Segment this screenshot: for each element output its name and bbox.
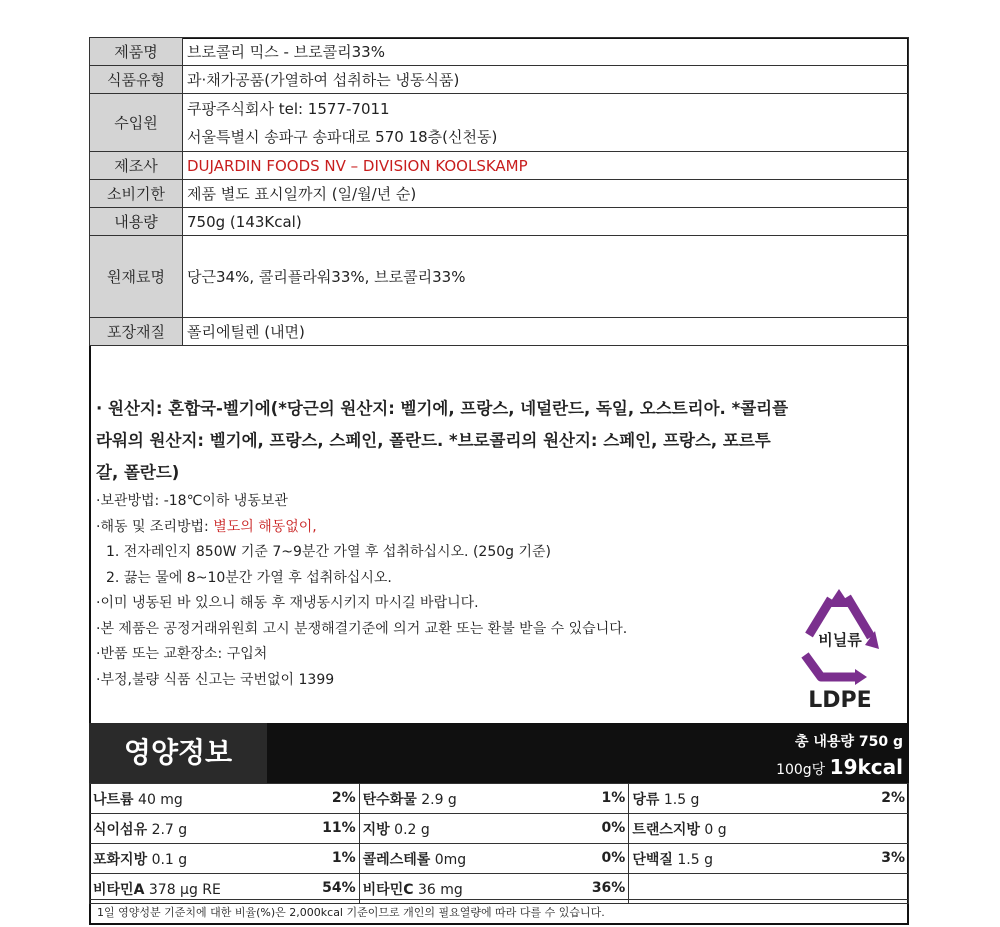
nutrient-name: 단백질: [632, 851, 673, 868]
cook-step-2: 2. 끓는 물에 8~10분간 가열 후 섭취하십시오.: [106, 569, 392, 586]
nutrient-percent: 11%: [322, 820, 356, 836]
recycle-material-text: LDPE: [808, 688, 872, 713]
nutrient-cell: [359, 844, 629, 874]
recycle-vinyl-icon: [795, 585, 885, 720]
nutrient-amount: 1.5 g: [663, 791, 700, 808]
nutrition-row: [90, 814, 909, 844]
nutrient-amount: 40 mg: [138, 791, 183, 808]
nutrient-amount: 0mg: [434, 851, 467, 868]
label-food-type: 식품유형: [90, 66, 183, 94]
report-line: ·부정,불량 식품 신고는 국번없이 1399: [96, 671, 335, 688]
value-manufacturer: DUJARDIN FOODS NV – DIVISION KOOLSKAMP: [183, 152, 909, 180]
value-packaging: 폴리에틸렌 (내면): [183, 318, 909, 346]
refreeze-warning: ·이미 냉동된 바 있으니 해동 후 재냉동시키지 마시길 바랍니다.: [96, 595, 479, 611]
nutrient-cell: [629, 814, 909, 844]
origin-line-1: · 원산지: 혼합국-벨기에(*당근의 원산지: 벨기에, 프랑스, 네덜란드, 독일, 오스트리아. *콜리플: [96, 399, 789, 418]
nutrient-percent: 0%: [601, 820, 626, 836]
nutrient-name: 비타민C: [362, 881, 414, 898]
storage-method: ·보관방법: -18℃이하 냉동보관: [96, 493, 288, 509]
nutrient-amount: 2.9 g: [421, 791, 457, 808]
label-ingredients: 원재료명: [90, 236, 183, 318]
label-packaging: 포장재질: [90, 318, 183, 346]
per-kcal: 19kcal: [829, 755, 903, 779]
exchange-policy: ·본 제품은 공정거래위원회 고시 분쟁해결기준에 의거 교환 또는 환불 받을 수 있습니다.: [96, 620, 628, 637]
importer-address: 서울특별시 송파구 송파대로 570 18층(신천동): [187, 127, 498, 146]
nutrition-header: [89, 723, 909, 783]
per-prefix: 100g당: [776, 762, 826, 778]
origin-line-2: 라워의 원산지: 벨기에, 프랑스, 스페인, 폴란드. *브로콜리의 원산지: 스페인, 프랑스, 포르투: [96, 431, 771, 450]
value-food-type: 과·채가공품(가열하여 섭취하는 냉동식품): [183, 66, 909, 94]
nutrient-cell: [359, 814, 629, 844]
nutrient-amount: 36 mg: [417, 881, 463, 898]
nutrient-percent: 3%: [881, 850, 905, 866]
importer-name: 쿠팡주식회사 tel: 1577-7011: [187, 99, 390, 118]
nutrient-cell: [90, 814, 360, 844]
nutrient-percent: 36%: [591, 880, 626, 896]
nutrient-name: 당류: [632, 791, 660, 808]
nutrient-percent: 0%: [601, 850, 626, 866]
value-importer: [183, 94, 909, 152]
nutrient-percent: 2%: [331, 790, 356, 806]
nutrient-amount: 378 μg RE: [148, 881, 221, 898]
nutrient-amount: 0 g: [704, 821, 727, 838]
product-info-table: [89, 37, 909, 346]
label-net-content: 내용량: [90, 208, 183, 236]
nutrient-cell: [359, 784, 629, 814]
nutrition-per-serving: [776, 755, 903, 779]
nutrient-name: 식이섬유: [93, 821, 148, 838]
nutrient-name: 트랜스지방: [632, 821, 700, 838]
nutrient-cell: [90, 844, 360, 874]
notes-section: [96, 393, 906, 693]
nutrient-name: 지방: [362, 821, 390, 838]
value-net-content: 750g (143Kcal): [183, 208, 909, 236]
thaw-method: [96, 515, 906, 541]
nutrient-amount: 0.2 g: [394, 821, 430, 838]
label-product-name: 제품명: [90, 38, 183, 66]
value-expiry: 제품 별도 표시일까지 (일/월/년 순): [183, 180, 909, 208]
origin-line-3: 갈, 폴란드): [96, 463, 180, 482]
nutrient-name: 나트륨: [93, 791, 134, 808]
nutrient-percent: 54%: [322, 880, 356, 896]
label-expiry: 소비기한: [90, 180, 183, 208]
nutrition-row: [90, 784, 909, 814]
nutrient-cell: [629, 784, 909, 814]
nutrient-amount: 0.1 g: [151, 851, 188, 868]
value-ingredients: 당근34%, 콜리플라워33%, 브로콜리33%: [183, 236, 909, 318]
nutrient-amount: 2.7 g: [151, 821, 188, 838]
nutrient-name: 포화지방: [93, 851, 148, 868]
nutrient-percent: 2%: [881, 790, 905, 806]
nutrition-total: 총 내용량 750 g: [795, 734, 903, 750]
value-product-name: 브로콜리 믹스 - 브로콜리33%: [183, 38, 909, 66]
nutrition-table: [89, 783, 909, 904]
nutrition-row: [90, 844, 909, 874]
nutrient-name: 비타민A: [93, 881, 145, 898]
nutrient-percent: 1%: [331, 850, 356, 866]
return-place: ·반품 또는 교환장소: 구입처: [96, 646, 268, 662]
nutrient-percent: 1%: [601, 790, 626, 806]
thaw-label: ·해동 및 조리방법:: [96, 518, 214, 535]
thaw-warning: 별도의 해동없이,: [213, 518, 317, 535]
nutrient-cell: [90, 784, 360, 814]
recycle-type-text: 비닐류: [818, 631, 862, 649]
nutrient-cell: [629, 844, 909, 874]
cook-step-1: 1. 전자레인지 850W 기준 7~9분간 가열 후 섭취하십시오. (250g 기준): [106, 544, 551, 560]
nutrient-amount: 1.5 g: [677, 851, 713, 868]
nutrition-title: 영양정보: [89, 723, 267, 783]
nutrition-footnote: 1일 영양성분 기준치에 대한 비율(%)은 2,000kcal 기준이므로 개인의 필요열량에 따라 다를 수 있습니다.: [89, 899, 909, 925]
nutrient-name: 탄수화물: [362, 791, 417, 808]
nutrient-name: 콜레스테롤: [362, 851, 431, 868]
label-importer: 수입원: [90, 94, 183, 152]
label-manufacturer: 제조사: [90, 152, 183, 180]
